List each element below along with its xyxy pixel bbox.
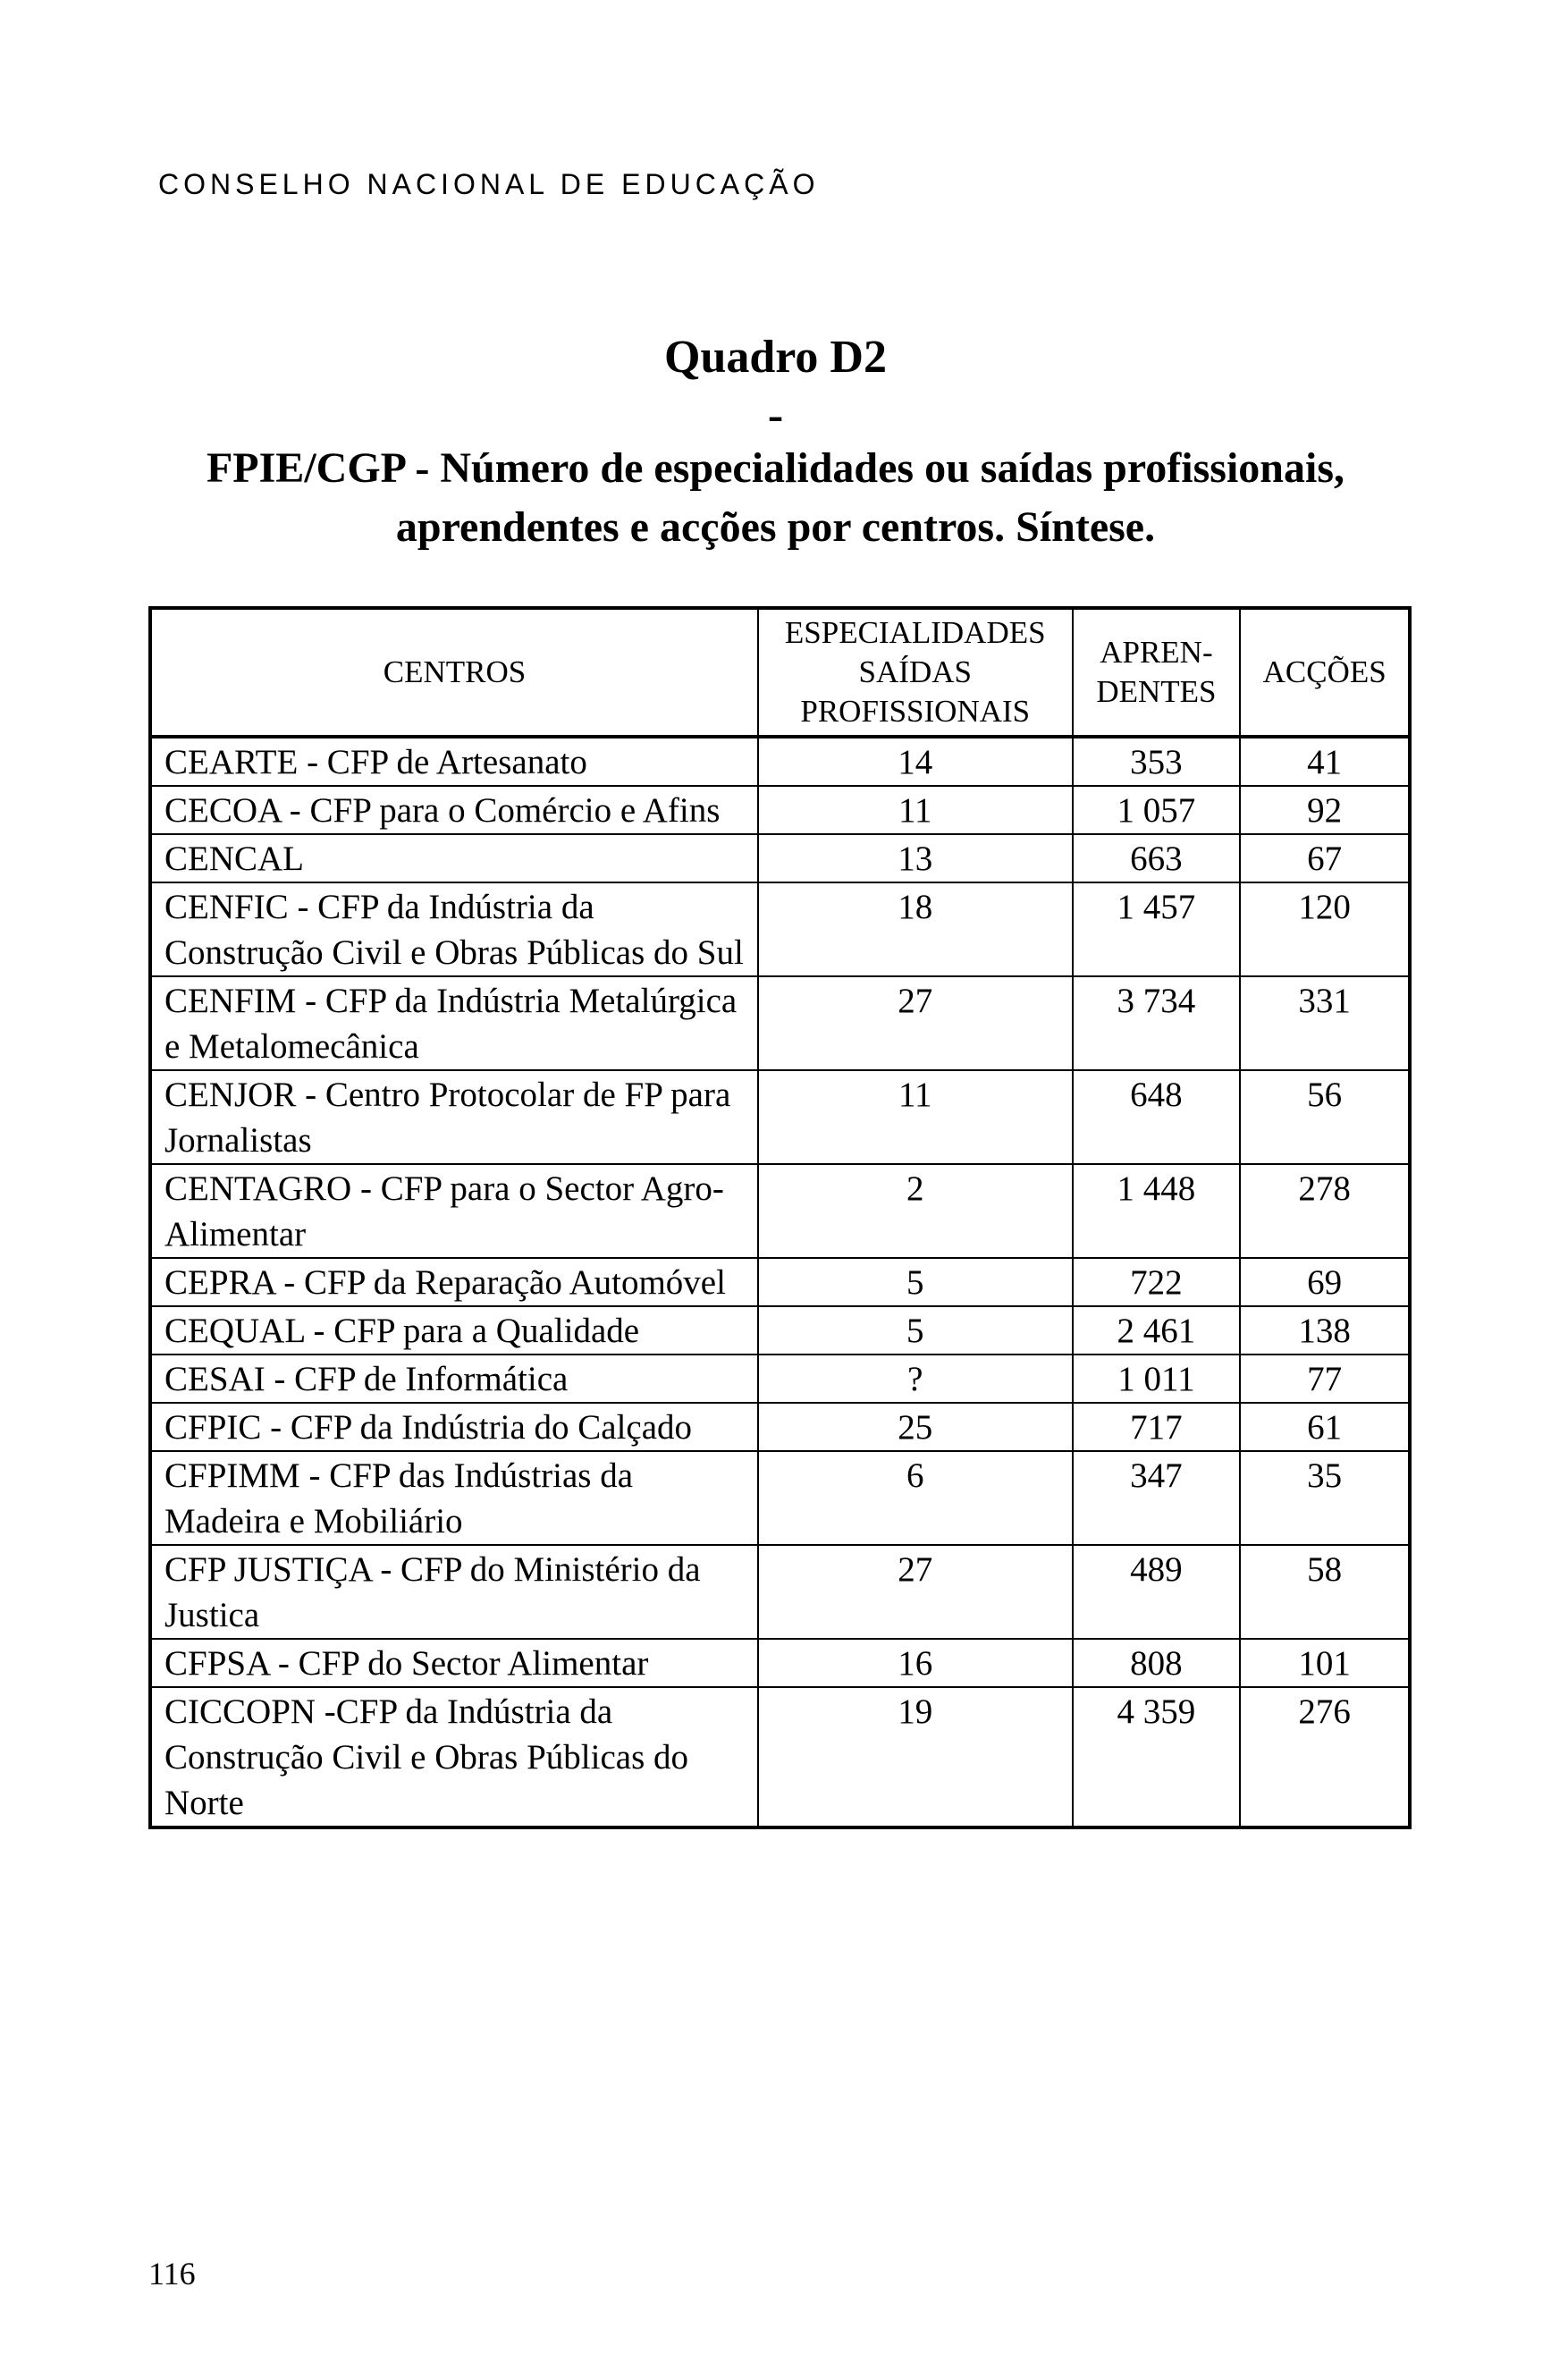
cell-centro: CEPRA - CFP da Reparação Automóvel [150, 1258, 758, 1306]
cell-especialidades: 18 [758, 882, 1073, 976]
table-heading-line-1: FPIE/CGP - Número de especialidades ou saídas profissionais, [206, 444, 1345, 492]
cell-especialidades: 5 [758, 1258, 1073, 1306]
cell-accoes: 101 [1240, 1639, 1410, 1687]
cell-accoes: 56 [1240, 1070, 1410, 1164]
cell-especialidades: 11 [758, 1070, 1073, 1164]
cell-aprendentes: 347 [1073, 1451, 1241, 1545]
header-especialidades-line-3: PROFISSIONAIS [800, 694, 1031, 729]
cell-centro: CFP JUSTIÇA - CFP do Ministério da Justica [150, 1545, 758, 1639]
cell-accoes: 331 [1240, 976, 1410, 1070]
cell-centro: CEQUAL - CFP para a Qualidade [150, 1306, 758, 1355]
table-row [150, 976, 1410, 1070]
header-aprendentes-line-2: DENTES [1096, 674, 1217, 709]
cell-accoes: 77 [1240, 1355, 1410, 1403]
table-row [150, 1164, 1410, 1258]
cell-aprendentes: 722 [1073, 1258, 1241, 1306]
table-row [150, 1355, 1410, 1403]
table-row [150, 1306, 1410, 1355]
cell-centro: CICCOPN -CFP da Indústria da Construção Civil e Obras Públicas do Norte [150, 1687, 758, 1827]
cell-accoes: 41 [1240, 737, 1410, 786]
cell-aprendentes: 663 [1073, 834, 1241, 882]
table-row [150, 1070, 1410, 1164]
cell-especialidades: ? [758, 1355, 1073, 1403]
table-row [150, 1639, 1410, 1687]
cell-accoes: 138 [1240, 1306, 1410, 1355]
table-heading-line-2: aprendentes e acções por centros. Síntese. [395, 503, 1156, 551]
cell-aprendentes: 1 011 [1073, 1355, 1241, 1403]
header-especialidades [758, 608, 1073, 737]
cell-especialidades: 14 [758, 737, 1073, 786]
cell-aprendentes: 3 734 [1073, 976, 1241, 1070]
cell-accoes: 120 [1240, 882, 1410, 976]
table-row [150, 1403, 1410, 1451]
cell-especialidades: 25 [758, 1403, 1073, 1451]
cell-especialidades: 5 [758, 1306, 1073, 1355]
cell-aprendentes: 717 [1073, 1403, 1241, 1451]
cell-aprendentes: 808 [1073, 1639, 1241, 1687]
cell-accoes: 276 [1240, 1687, 1410, 1827]
cell-especialidades: 6 [758, 1451, 1073, 1545]
cell-accoes: 61 [1240, 1403, 1410, 1451]
cell-centro: CESAI - CFP de Informática [150, 1355, 758, 1403]
table-row [150, 1258, 1410, 1306]
cell-centro: CENFIM - CFP da Indústria Metalúrgica e Metalomecânica [150, 976, 758, 1070]
centros-table [148, 606, 1412, 1829]
cell-accoes: 35 [1240, 1451, 1410, 1545]
cell-accoes: 58 [1240, 1545, 1410, 1639]
header-especialidades-line-2: SAÍDAS [858, 654, 972, 689]
table-row [150, 1545, 1410, 1639]
cell-especialidades: 16 [758, 1639, 1073, 1687]
cell-aprendentes: 1 057 [1073, 786, 1241, 834]
cell-aprendentes: 4 359 [1073, 1687, 1241, 1827]
cell-centro: CENCAL [150, 834, 758, 882]
title-block [143, 322, 1408, 556]
cell-accoes: 92 [1240, 786, 1410, 834]
table-row [150, 882, 1410, 976]
cell-centro: CFPIMM - CFP das Indústrias da Madeira e Mobiliário [150, 1451, 758, 1545]
header-accoes: ACÇÕES [1240, 608, 1410, 737]
cell-aprendentes: 489 [1073, 1545, 1241, 1639]
table-row [150, 834, 1410, 882]
cell-especialidades: 11 [758, 786, 1073, 834]
cell-accoes: 67 [1240, 834, 1410, 882]
cell-aprendentes: 1 457 [1073, 882, 1241, 976]
cell-especialidades: 27 [758, 1545, 1073, 1639]
cell-aprendentes: 1 448 [1073, 1164, 1241, 1258]
table-row [150, 1687, 1410, 1827]
header-aprendentes [1073, 608, 1241, 737]
cell-centro: CENTAGRO - CFP para o Sector Agro-Alimentar [150, 1164, 758, 1258]
table-row [150, 786, 1410, 834]
title-separator: - [767, 390, 784, 441]
cell-centro: CFPSA - CFP do Sector Alimentar [150, 1639, 758, 1687]
cell-aprendentes: 648 [1073, 1070, 1241, 1164]
cell-accoes: 69 [1240, 1258, 1410, 1306]
running-head: CONSELHO NACIONAL DE EDUCAÇÃO [158, 168, 820, 200]
cell-centro: CEARTE - CFP de Artesanato [150, 737, 758, 786]
cell-especialidades: 2 [758, 1164, 1073, 1258]
cell-especialidades: 13 [758, 834, 1073, 882]
header-aprendentes-line-1: APREN- [1100, 635, 1213, 670]
table-row [150, 1451, 1410, 1545]
page-number: 116 [148, 2256, 196, 2291]
cell-especialidades: 27 [758, 976, 1073, 1070]
header-centros: CENTROS [150, 608, 758, 737]
table-label: Quadro D2 [664, 332, 887, 383]
cell-centro: CFPIC - CFP da Indústria do Calçado [150, 1403, 758, 1451]
table-row [150, 737, 1410, 786]
table-header-row [150, 608, 1410, 737]
cell-centro: CENFIC - CFP da Indústria da Construção Civil e Obras Públicas do Sul [150, 882, 758, 976]
cell-accoes: 278 [1240, 1164, 1410, 1258]
cell-especialidades: 19 [758, 1687, 1073, 1827]
header-especialidades-line-1: ESPECIALIDADES [784, 615, 1046, 650]
cell-aprendentes: 353 [1073, 737, 1241, 786]
table-body [150, 737, 1410, 1827]
cell-centro: CENJOR - Centro Protocolar de FP para Jornalistas [150, 1070, 758, 1164]
cell-aprendentes: 2 461 [1073, 1306, 1241, 1355]
cell-centro: CECOA - CFP para o Comércio e Afins [150, 786, 758, 834]
